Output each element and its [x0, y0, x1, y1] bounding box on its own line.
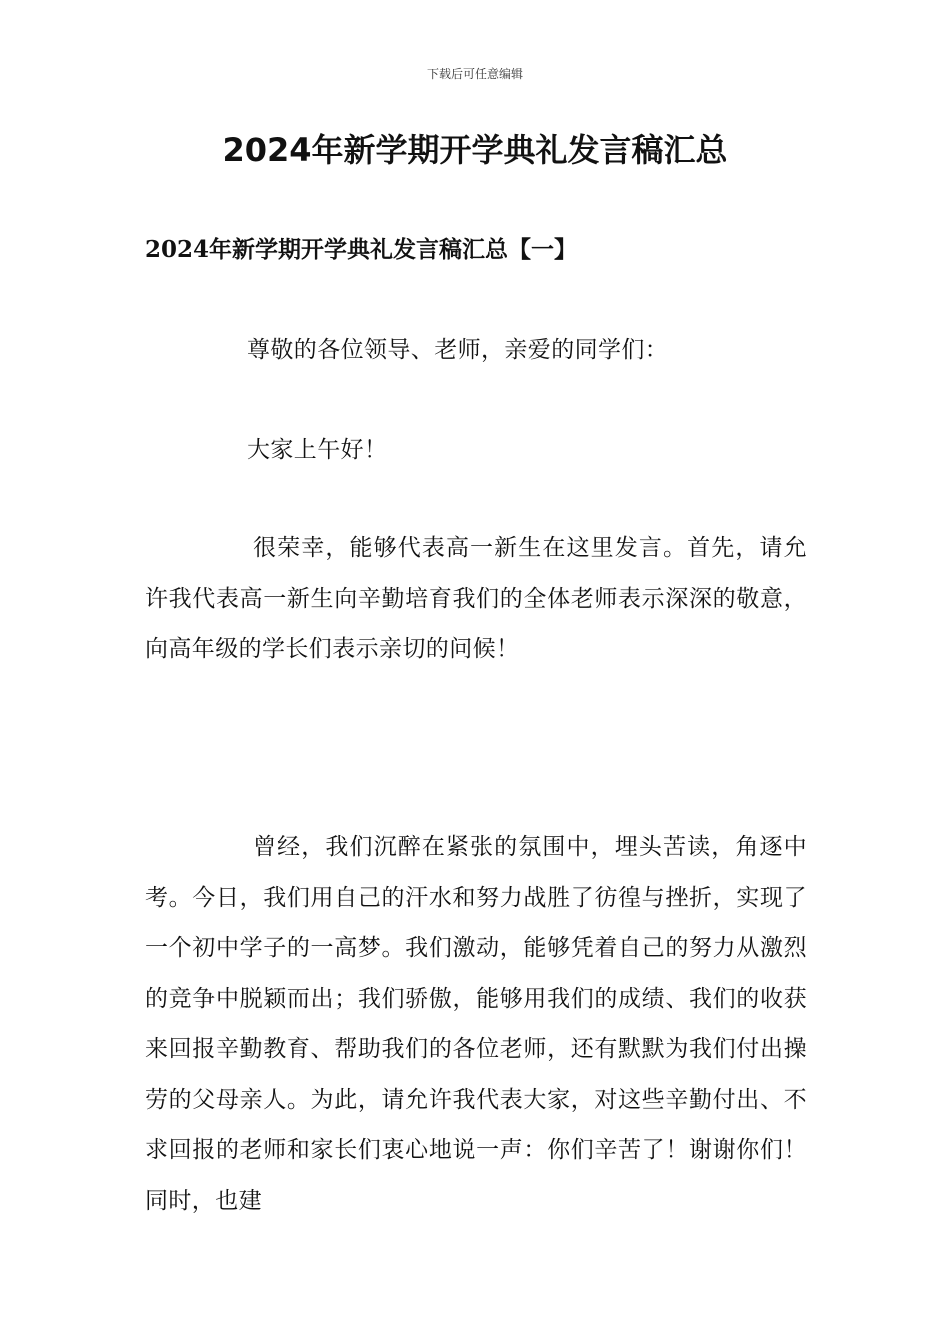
- document-title: 2024年新学期开学典礼发言稿汇总: [222, 131, 728, 169]
- section-heading: 2024年新学期开学典礼发言稿汇总【一】: [145, 236, 578, 263]
- body-paragraph: 曾经，我们沉醉在紧张的氛围中，埋头苦读，角逐中考。今日，我们用自己的汗水和努力战胜了彷徨与挫折，实现了一个初中学子的一高梦。我们激动，能够凭着自己的努力从激烈的竞争中脱颖而出；我们骄傲，能够用我们的成绩、我们的收获来回报辛勤教育、帮助我们的各位老师，还有默默为我们付出操劳的父母亲人。为此，请允许我代表大家，对这些辛勤付出、不求回报的老师和家长们衷心地说一声：你们辛苦了！谢谢你们！同时，也建: [145, 834, 807, 1214]
- header-note: 下载后可任意编辑: [426, 67, 523, 81]
- intro-paragraph: 很荣幸，能够代表高一新生在这里发言。首先，请允许我代表高一新生向辛勤培育我们的全体老师表示深深的敬意，向高年级的学长们表示亲切的问候！: [145, 535, 807, 662]
- salutation-paragraph: 尊敬的各位领导、老师，亲爱的同学们：: [247, 337, 669, 363]
- greeting-paragraph: 大家上午好！: [247, 437, 388, 463]
